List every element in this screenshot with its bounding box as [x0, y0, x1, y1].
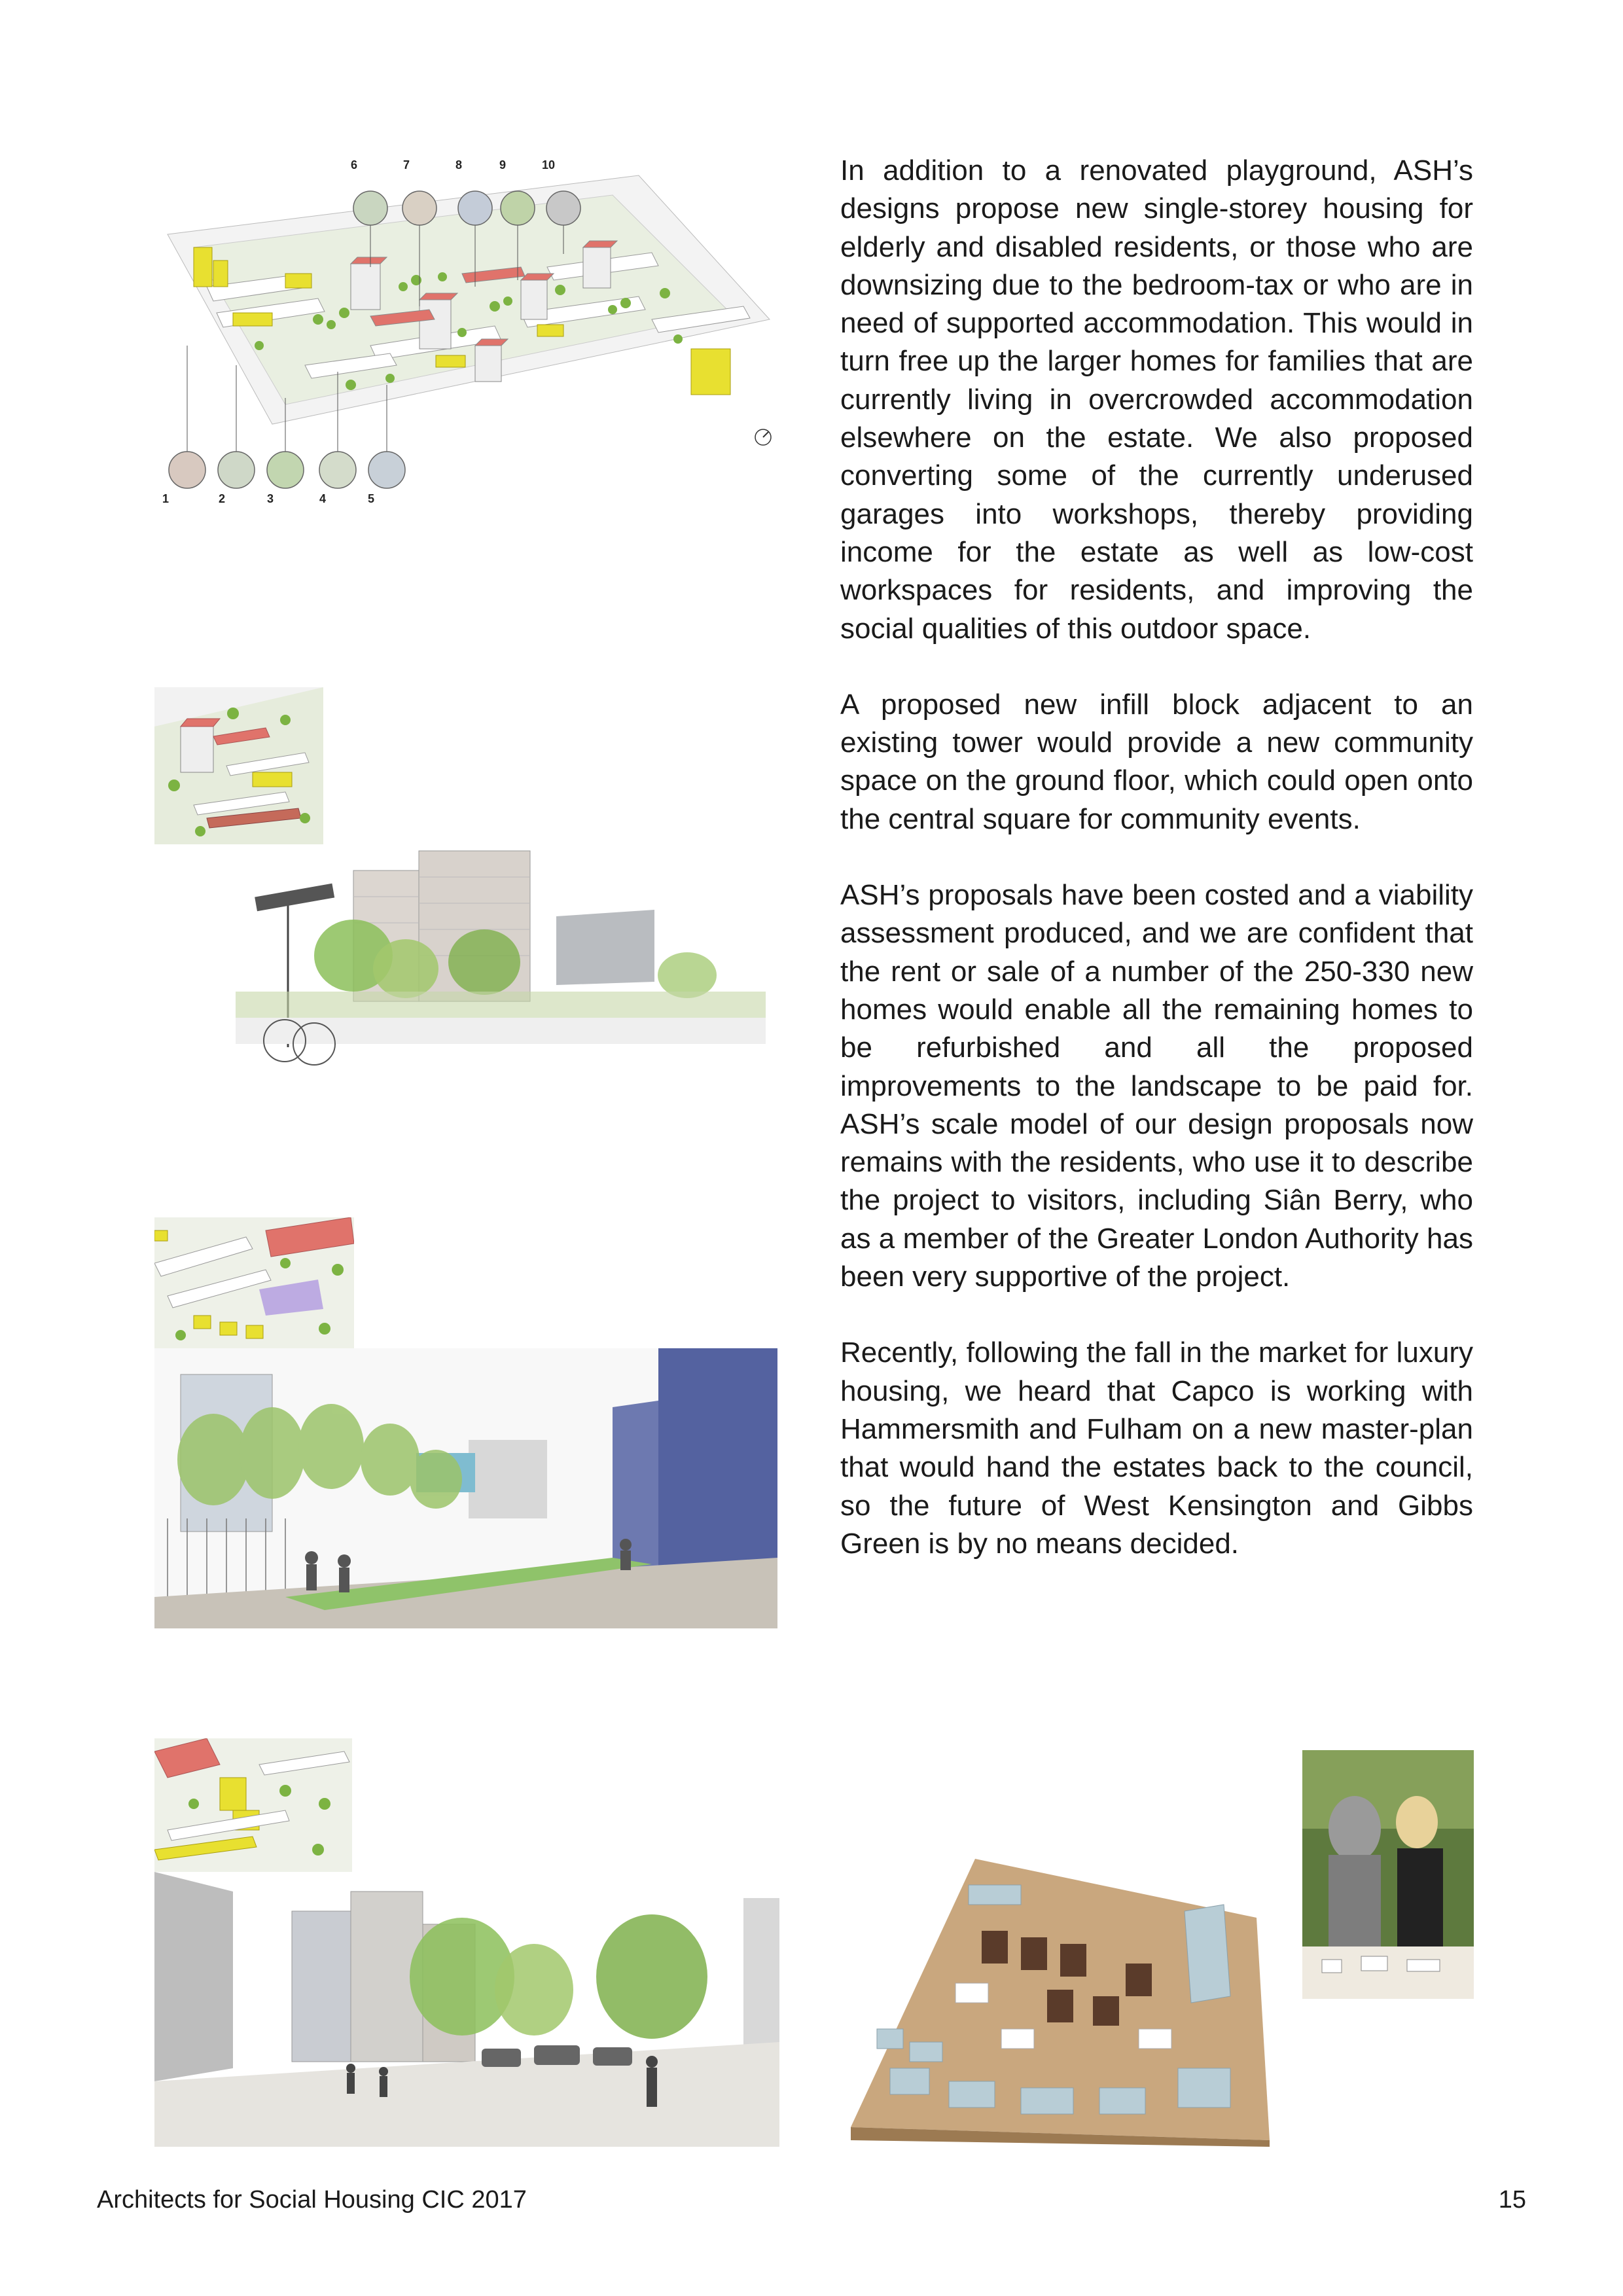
perspective-community-square — [154, 1348, 777, 1628]
perspective-street-view — [154, 1872, 779, 2147]
paragraph-1: In addition to a renovated playground, ASH’s designs propose new single-storey housing for elderly and disabled residents, or those who are downsizing due to the bedroom-tax or who are in need of supported accommodation. This would in turn free up the larger homes for families that are currently living in overcrowded accommodation elsewhere on the estate. We also proposed converting some of the currently underused garages into workshops, thereby providing income for the estate as well as low-cost workspaces for residents, and improving the social qualities of this outdoor space. — [840, 154, 1473, 645]
photo-residents-drawing — [1302, 1750, 1474, 1999]
paragraph-2: A proposed new infill block adjacent to an existing tower would provide a new community space on the ground floor, which could open onto the central square for community events. — [840, 688, 1473, 835]
masterplan-drawing — [154, 149, 783, 542]
axo-thumbnail-1 — [154, 687, 323, 844]
callout-9: 9 — [499, 158, 507, 171]
callout-4: 4 — [319, 492, 327, 505]
photo-scale-model — [851, 1833, 1296, 2147]
callout-8: 8 — [455, 158, 463, 171]
photo-scale-model-drawing — [851, 1833, 1296, 2147]
callout-3: 3 — [267, 492, 274, 505]
perspective-3-drawing — [154, 1872, 779, 2147]
paragraph-4: Recently, following the fall in the market for luxury housing, we heard that Capco is working with Hammersmith and Fulham on a new master-plan that would hand the estates back to the council, so the future of West Kensington and Gibbs Green is by no means decided. — [840, 1336, 1473, 1560]
axo-thumbnail-3 — [154, 1738, 352, 1873]
axo-thumbnail-1-drawing — [154, 687, 323, 844]
footer-publisher: Architects for Social Housing CIC 2017 — [97, 2186, 527, 2214]
axo-thumbnail-3-drawing — [154, 1738, 352, 1873]
callout-7: 7 — [403, 158, 410, 171]
photo-residents-with-model — [1302, 1750, 1474, 1999]
callout-6: 6 — [351, 158, 358, 171]
perspective-2-drawing — [154, 1348, 777, 1628]
article-text — [840, 152, 1473, 1601]
callout-5: 5 — [368, 492, 375, 505]
perspective-1-drawing — [236, 844, 766, 1093]
page-number: 15 — [1498, 2186, 1526, 2214]
callout-10: 10 — [542, 158, 556, 171]
callout-1: 1 — [162, 492, 169, 505]
callout-2: 2 — [219, 492, 226, 505]
axo-thumbnail-2-drawing — [154, 1217, 354, 1348]
masterplan-axonometric — [154, 149, 783, 542]
axo-thumbnail-2 — [154, 1217, 354, 1348]
paragraph-3: ASH’s proposals have been costed and a viability assessment produced, and we are confident that the rent or sale of a number of the 250-330 new homes would enable all the remaining homes to be refurbished and all the proposed improvements to the landscape to be paid for. ASH’s scale model of our design proposals now remains with the residents, who use it to describe the project to visitors, including Siân Berry, who as a member of the Greater London Authority has been very supportive of the project. — [840, 879, 1473, 1293]
perspective-tower-landscape — [236, 844, 766, 1093]
